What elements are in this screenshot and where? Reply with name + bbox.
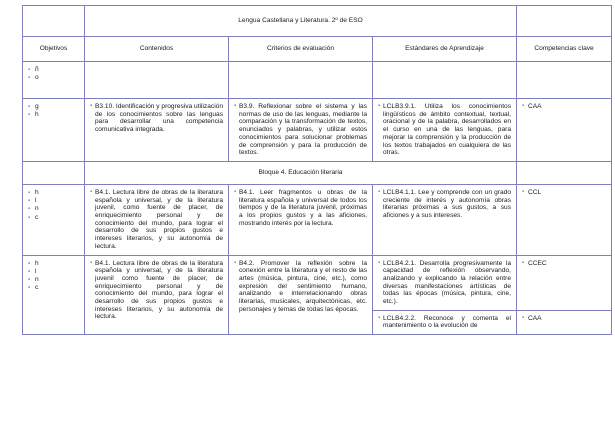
block-row [23,161,612,184]
contenido-cell: ▪ B4.1. Lectura libre de obras de la literatura española y universal, y de la literatura juvenil, como fuente de placer, de enriquecimiento personal y de conocimiento del mundo, para lograr el desarrollo de sus propios gustos e intereses literarios, y su autonomía de lectura. [85,184,229,255]
estandar-cell [373,62,517,99]
objetivos-cell [23,255,85,335]
title-spacer-cell [517,6,612,37]
objetivo-item: ▪ c [28,284,39,292]
objetivo-item: ▪ l [28,267,37,275]
objetivo-item: ▪ g [28,103,39,110]
estandar-cell: ▪ LCLB3.9.1. Utiliza los conocimientos lingüísticos de ámbito contextual, textual, oracional y de la palabra, desarrollados en el curso en una de las lenguas, para mejorar la comprensión y la producción de los textos trabajados en cualquiera de las otras. [373,99,517,162]
objetivo-item: ▪ l [28,197,37,205]
header-criterios: Criterios de evaluación [229,37,373,62]
contenido-cell [85,62,229,99]
objetivo-item: ▪ h [28,111,39,119]
criterio-cell: ▪ B3.9. Reflexionar sobre el sistema y las normas de uso de las lenguas, mediante la comparación y la transformación de textos, enunciados y palabras, y utilizar estos conocimientos para solucionar problemas de comprensión y para la producción de textos. [229,99,373,162]
objetivos-cell [23,99,85,162]
criterio-cell: ▪ B4.1. Leer fragmentos u obras de la literatura española y universal de todos los tiempos y de la literatura juvenil, próximas a los propios gustos y a las aficiones, mostrando interés por la lectura. [229,184,373,255]
header-objetivos: Objetivos [23,37,85,62]
contenido-cell: ▪ B3.10. Identificación y progresiva utilización de los conocimientos sobre las lenguas para desarrollar una competencia comunicativa integrada. [85,99,229,162]
objetivo-item: ▪ h [28,259,39,267]
objetivos-cell [23,62,85,99]
table-row [23,62,612,99]
header-row [23,37,612,62]
contenido-cell: ▪ B4.1. Lectura libre de obras de la literatura española y universal, y de la literatura juvenil como fuente de placer, de enriquecimiento personal y de conocimiento del mundo, para lograr el desarrollo de sus propios gustos e intereses literarios, y su autonomía de lectura. [85,255,229,335]
competencia-cell [517,62,612,99]
table-row [23,184,612,255]
title-spacer-cell [23,6,85,37]
header-contenidos: Contenidos [85,37,229,62]
objetivo-item: ▪ o [28,74,39,82]
table-row [23,255,612,310]
estandar-cell: ▪ LCLB4.1.1. Lee y comprende con un grado creciente de interés y autonomía obras literarias próximas a sus gustos, a sus aficiones y a sus intereses. [373,184,517,255]
criterio-cell: ▪ B4.2. Promover la reflexión sobre la conexión entre la literatura y el resto de las artes (música, pintura, cine, etc.), como expresión del sentimiento humano, analizando e interrelacionando obras literarias, musicales, arquitectónicas, etc. personajes y temas de todas las épocas. [229,255,373,335]
block-spacer-cell [23,161,85,184]
header-estandares: Estándares de Aprendizaje [373,37,517,62]
objetivo-item: ▪ n [28,205,39,213]
objetivo-item: ▪ c [28,213,39,221]
block-title: Bloque 4. Educación literaria [85,161,517,184]
estandar-cell: ▪ LCLB4.2.2. Reconoce y comenta el mantenimiento o la evolución de [373,310,517,334]
competencia-cell: ▪ CAA [517,99,612,162]
table-title: Lengua Castellana y Literatura. 2º de ESO [85,6,517,37]
header-competencias: Competencias clave [517,37,612,62]
objetivo-item: ▪ h [28,188,39,196]
objetivos-cell [23,184,85,255]
objetivo-item: ▪ n [28,275,39,283]
title-row [23,6,612,37]
block-spacer-cell [517,161,612,184]
competencia-cell: ▪ CCEC [517,255,612,310]
competencia-cell: ▪ CAA [517,310,612,334]
objetivo-item: ▪ ñ [28,66,39,73]
criterio-cell [229,62,373,99]
competencia-cell: ▪ CCL [517,184,612,255]
table-row [23,99,612,162]
curriculum-table [22,5,612,335]
estandar-cell: ▪ LCLB4.2.1. Desarrolla progresivamente la capacidad de reflexión observando, analizando y explicando la relación entre diversas manifestaciones artísticas de todas las épocas (música, pintura, cine, etc.). [373,255,517,310]
